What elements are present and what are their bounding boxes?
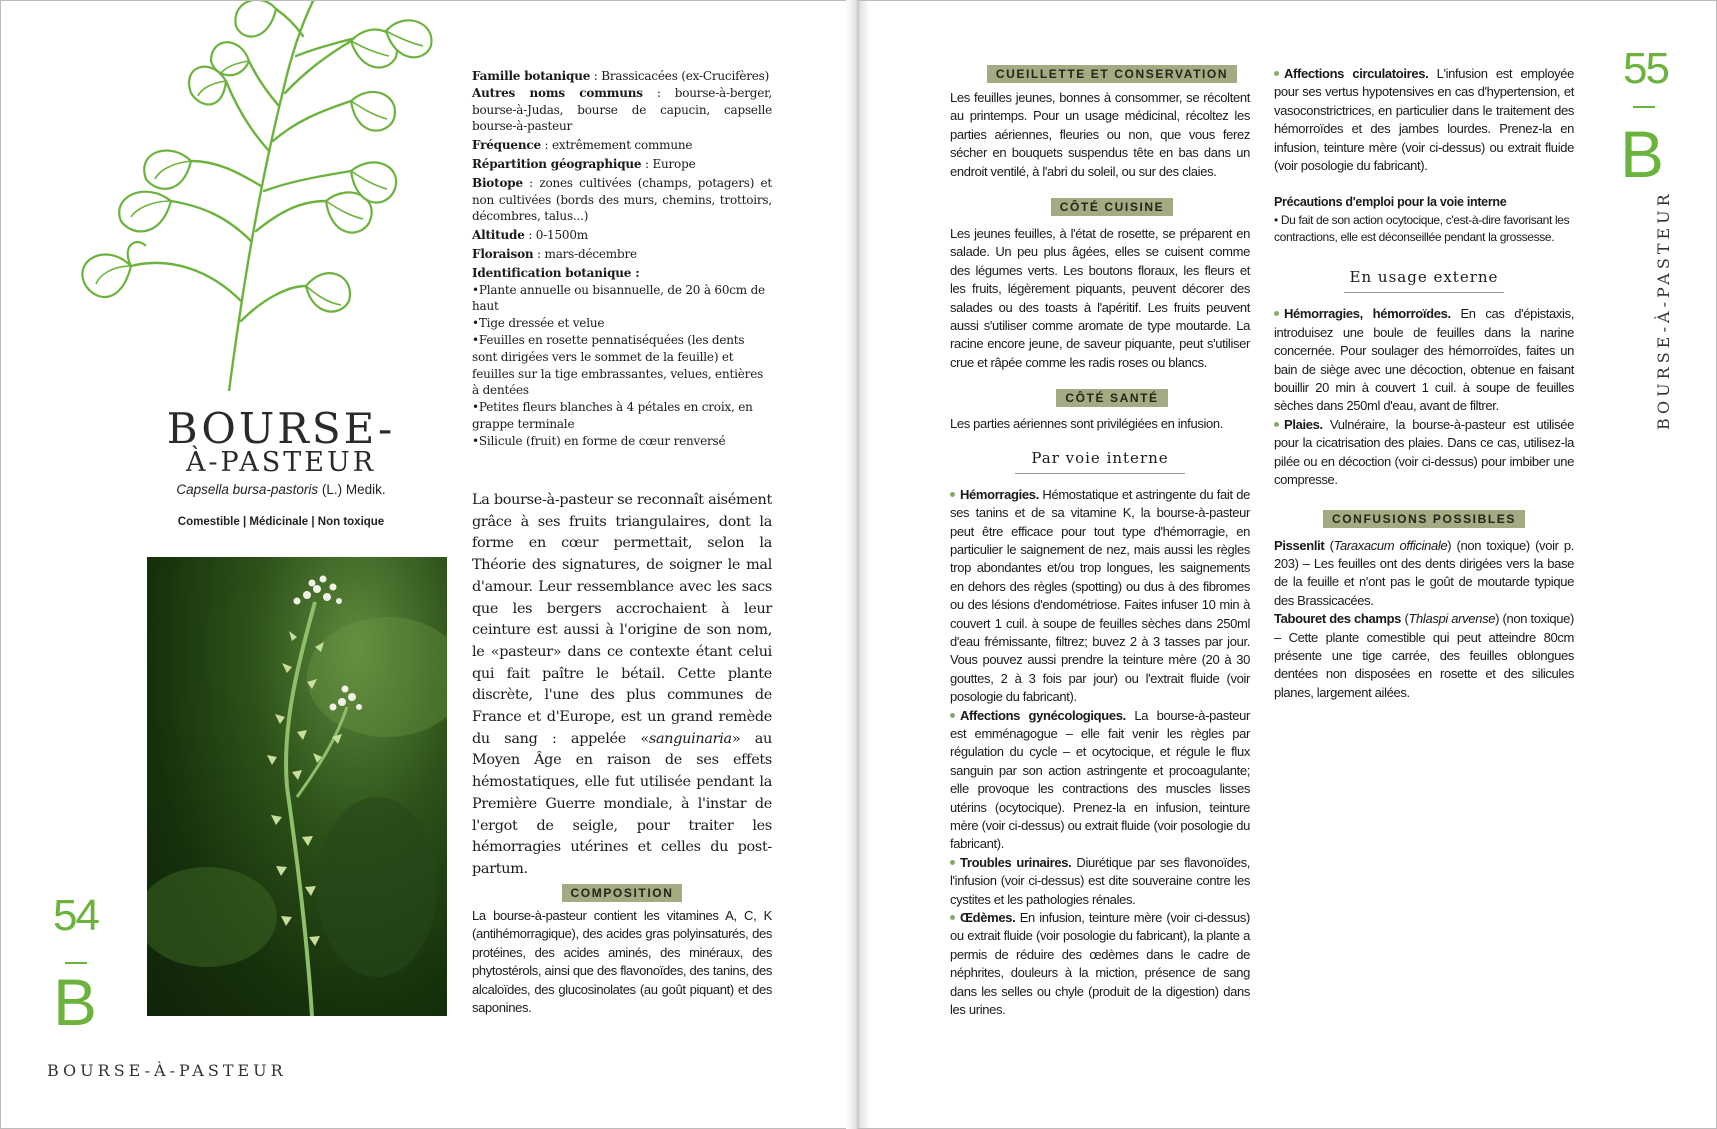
page-letter-left: B xyxy=(53,965,98,1039)
plant-illustration xyxy=(51,1,451,391)
id-altitude: Altitude : 0-1500m xyxy=(472,228,588,243)
precautions-text: • Du fait de son action ocytocique, c'est-à-dire favorisant les contractions, elle est déconseillée pendant la grossesse. xyxy=(1274,213,1570,244)
interne-item: Hémorragies. Hémostatique et astringente du fait de ses tanins et de sa vitamine K, la bourse-à-pasteur peut être efficace pour tout type d'hémorragie, en particulier le saignement de nez, mais aussi les règles trop abondantes et/ou trop longues, les saignements en dehors des règles (spotting) ou dus à des fibromes ou des lésions d'endométriose. Faites infuser 10 min à couvert 1 cuil. à soupe de feuilles sèches dans 250ml d'eau frémissante, filtrez; buvez 2 à 3 tasses par jour. Vous pouvez aussi prendre la teinture mère (20 à 30 gouttes, 2 à 3 fois par jour) ou l'extrait fluide (voir posologie du fabricant). xyxy=(950,486,1250,707)
latin-binomial: Capsella bursa-pastoris xyxy=(176,482,319,497)
cueillette-label: CUEILLETTE ET CONSERVATION xyxy=(987,65,1237,83)
running-title-right: BOURSE-À-PASTEUR xyxy=(1654,190,1673,430)
latin-author: (L.) Medik. xyxy=(318,482,386,497)
id-repartition: Répartition géographique : Europe xyxy=(472,156,696,171)
id-item: •Silicule (fruit) en forme de cœur renversé xyxy=(472,433,726,448)
plant-title-line2: À-PASTEUR xyxy=(185,447,377,478)
confusions-section xyxy=(1274,508,1574,528)
cuisine-section xyxy=(950,196,1250,216)
externe-item: Hémorragies, hémorroïdes. En cas d'épistaxis, introduisez une boule de feuilles dans la narine concernée. Pour soulager des hémorroïdes, faites un bain de siège avec une décoction, obtenue en faisant bouillir 20 min à couvert 1 cuil. à soupe de feuilles sèches dans 250ml d'eau, avant de filtrer. xyxy=(1274,305,1574,415)
confusions-label: CONFUSIONS POSSIBLES xyxy=(1323,510,1525,528)
id-biotope: Biotope : zones cultivées (champs, potagers) et non cultivées (bords des murs, chemins, trottoirs, décombres, talus...) xyxy=(472,175,773,224)
composition-label: COMPOSITION xyxy=(562,884,683,902)
cueillette-text: Les feuilles jeunes, bonnes à consommer, se récoltent au printemps. Pour un usage médicinal, récoltez les parties aériennes, fleuries ou non, que vous ferez sécher en bouquets suspendus tête en bas dans un endroit ventilé, à l'abri du soleil, ou sur des claies. xyxy=(950,90,1250,179)
voie-interne-heading: Par voie interne xyxy=(1015,448,1185,474)
cuisine-text: Les jeunes feuilles, à l'état de rosette, se préparent en salade. Un peu plus âgées, elles se cuisent comme des légumes verts. Les boutons floraux, les fleurs et les fruits, légèrement piquants, peuvent décorer des salades ou des toasts à l'apéritif. Les fruits peuvent aussi s'utiliser comme aromate de type moutarde. La racine encore jeune, de saveur piquante, peut s'utiliser crue et râpée comme les radis roses ou blancs. xyxy=(950,226,1250,370)
right-column-1 xyxy=(950,63,1250,1019)
precautions-heading: Précautions d'emploi pour la voie interne xyxy=(1274,195,1507,210)
interne-item: Troubles urinaires. Diurétique par ses flavonoïdes, l'infusion (voir ci-dessus) est dite souveraine contre les cystites et les pathologies rénales. xyxy=(950,854,1250,909)
cuisine-label: CÔTÉ CUISINE xyxy=(1051,198,1174,216)
identification-sheet xyxy=(472,68,772,450)
cueillette-section xyxy=(950,63,1250,83)
id-frequence: Fréquence : extrêmement commune xyxy=(472,138,693,153)
composition-section xyxy=(472,882,772,902)
interne-item: Affections gynécologiques. La bourse-à-pasteur est emménagogue – elle fait venir les règles par régulation du cycle – et ocytocique, et régule le flux sanguin par son action astringente et procoagulante; elle provoque les contractions des muscles lisses utérins (ocytocique). Prenez-la en infusion, teinture mère (voir ci-dessus) ou extrait fluide (voir posologie du fabricant). xyxy=(950,707,1250,854)
sante-label: CÔTÉ SANTÉ xyxy=(1056,389,1167,407)
page-letter-right: B xyxy=(1620,117,1665,191)
sante-section xyxy=(950,387,1250,407)
heading-rule xyxy=(1015,473,1185,474)
interne-item: Œdèmes. En infusion, teinture mère (voir ci-dessus) ou extrait fluide (voir posologie du fabricant), la plante a permis de réduire des œdèmes dans le cadre de néphrites, douleurs à la miction, présence de sang dans les selles ou chyle (produit de la digestion) dans les urines. xyxy=(950,909,1250,1019)
intro-paragraph: La bourse-à-pasteur se reconnaît aisément grâce à ses fruits triangulaires, dont la forme en cœur permettait, selon la Théorie des signatures, de soigner le mal d'amour. Leur ressemblance avec les sacs que les bergers accrochaient à leur ceinture est aussi à l'origine de son nom, le «pasteur» dans ce contexte étant celui qui fait paître le bétail. Cette plante discrète, l'une des plus communes de France et d'Europe, est un grand remède du sang : appelée «sanguinaria» au Moyen Âge en raison de ses effets hémostatiques, elle fut utilisée pendant la Première Guerre mondiale, à l'instar de l'ergot de seigle, pour traiter les hémorragies utérines et celles du post-partum. xyxy=(472,492,772,877)
confusion-item: Pissenlit (Taraxacum officinale) (non toxique) (voir p. 203) – Les feuilles ont des dents dirigées vers la base de la feuille et n'ont pas le goût de moutarde typique des Brassicacées. xyxy=(1274,537,1574,608)
plant-photo-drawing xyxy=(147,557,447,1016)
usage-tags: Comestible | Médicinale | Non toxique xyxy=(177,516,385,528)
page-number-divider xyxy=(1633,106,1655,108)
plant-title-line1: BOURSE- xyxy=(166,404,396,453)
externe-item: Plaies. Vulnéraire, la bourse-à-pasteur est utilisée pour la cicatrisation des plaies. Dans ce cas, utilisez-la pilée ou en décoction (voir ci-dessus) pour imbiber une compresse. xyxy=(1274,416,1574,490)
intro-latin-term: sanguinaria xyxy=(648,730,732,747)
id-autres-noms: Autres noms communs : bourse-à-berger, bourse-à-Judas, bourse de capucin, capselle bourse-à-pasteur xyxy=(472,85,772,134)
circulatoires-item: Affections circulatoires. L'infusion est employée pour ses vertus hypotensives en cas d'hypertension, et vasoconstrictrices, en particulier dans le traitement des hémorroïdes et des jambes lourdes. Prenez-la en infusion, teinture mère (voir ci-dessus) ou extrait fluide (voir posologie du fabricant). xyxy=(1274,65,1574,175)
page-number-divider xyxy=(65,962,87,964)
plant-photo xyxy=(147,557,447,1016)
right-column-2 xyxy=(1274,65,1574,702)
usage-externe-heading: En usage externe xyxy=(1344,267,1504,293)
page-number-right: 55 xyxy=(1623,44,1668,93)
latin-name xyxy=(131,482,431,497)
confusion-item: Tabouret des champs (Thlaspi arvense) (non toxique) – Cette plante comestible qui peut atteindre 80cm présente une tige carrée, des feuilles oblongues dentées non disposées en rosette et des silicules planes, largement ailées. xyxy=(1274,611,1574,700)
running-title-left: BOURSE-À-PASTEUR xyxy=(47,1061,287,1080)
id-item: •Feuilles en rosette pennatiséquées (les dents sont dirigées vers le sommet de la feuille) et feuilles sur la tige embrassantes, velues, entières à dentées xyxy=(472,332,764,398)
heading-rule xyxy=(1344,292,1504,293)
composition-text: La bourse-à-pasteur contient les vitamines A, C, K (antihémorragique), des acides gras polyinsaturés, des protéines, des acides aminés, des minéraux, des phytostérols, ainsi que des flavonoïdes, des tanins, des alcaloïdes, des glucosinolates (au goût piquant) et des saponines. xyxy=(472,908,772,1016)
page-number-left: 54 xyxy=(53,891,98,940)
id-floraison: Floraison : mars-décembre xyxy=(472,246,637,261)
sante-text: Les parties aériennes sont privilégiées en infusion. xyxy=(950,416,1224,432)
left-page xyxy=(0,0,856,1129)
id-item: •Plante annuelle ou bisannuelle, de 20 à 60cm de haut xyxy=(472,282,765,314)
id-heading: Identification botanique : xyxy=(472,265,640,280)
id-famille: Famille botanique : Brassicacées (ex-Crucifères) xyxy=(472,69,770,83)
id-item: •Tige dressée et velue xyxy=(472,316,605,331)
id-item: •Petites fleurs blanches à 4 pétales en croix, en grappe terminale xyxy=(472,400,753,431)
